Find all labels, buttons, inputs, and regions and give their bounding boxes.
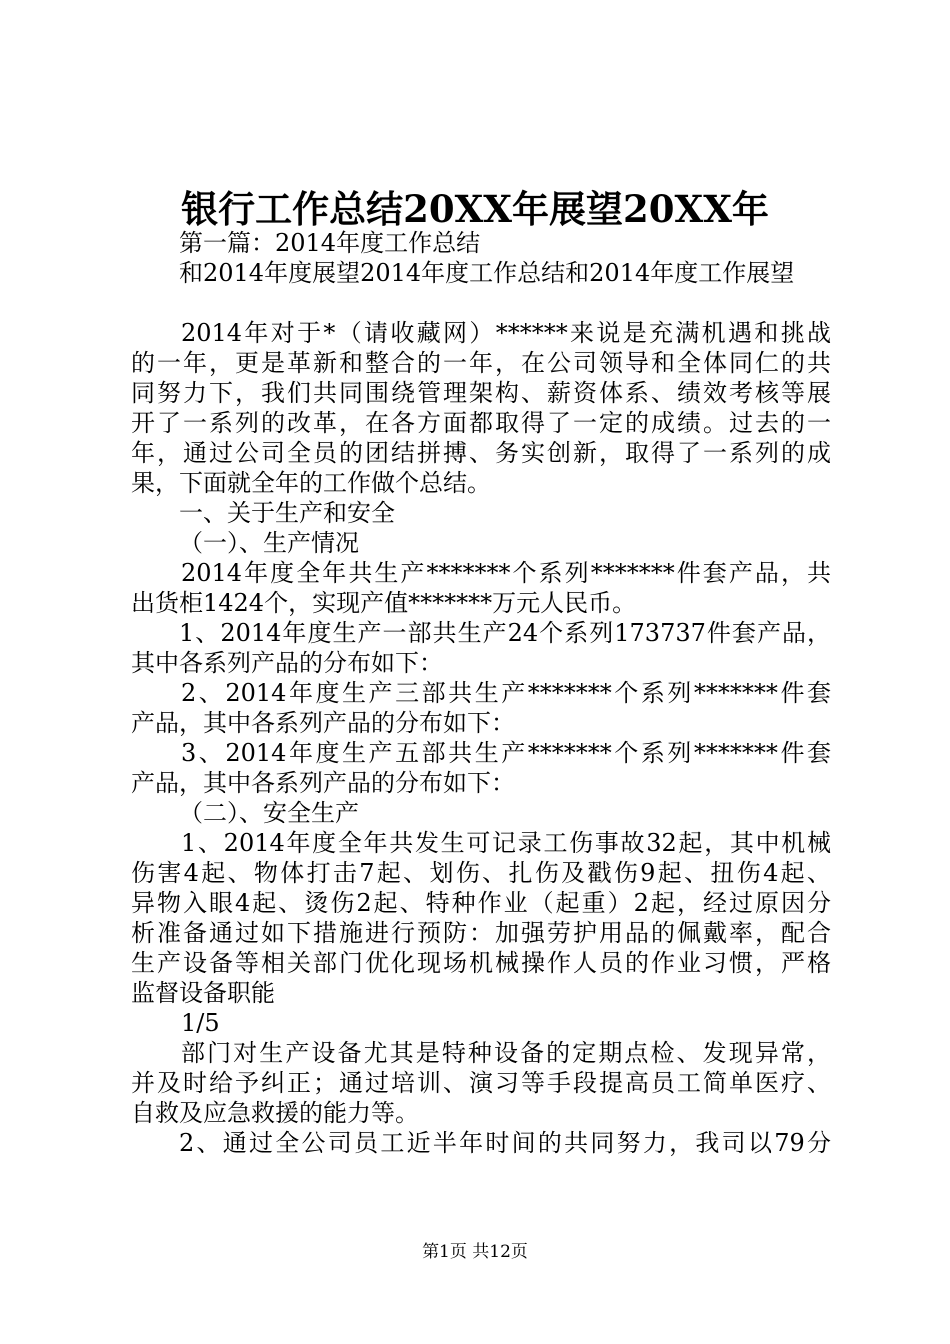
paragraph-line: 产品，其中各系列产品的分布如下： xyxy=(131,709,515,737)
paragraph-line: 其中各系列产品的分布如下： xyxy=(131,649,443,677)
page-number-footer: 第1页 共12页 xyxy=(422,1242,528,1262)
paragraph-line: 1、2014年度生产一部共生产24个系列173737件套产品， xyxy=(179,619,831,647)
paragraph-line: 产品，其中各系列产品的分布如下： xyxy=(131,769,515,797)
inline-page-marker: 1/5 xyxy=(181,1009,220,1037)
list-subheading: （一）、生产情况 xyxy=(179,529,359,557)
paragraph-line: 的一年，更是革新和整合的一年，在公司领导和全体同仁的共 xyxy=(131,349,831,377)
paragraph-line: 同努力下，我们共同围绕管理架构、薪资体系、绩效考核等展 xyxy=(131,379,831,407)
paragraph-line: 2014年度全年共生产*******个系列*******件套产品，共 xyxy=(181,559,831,587)
paragraph-line: 2014年对于*（请收藏网）******来说是充满机遇和挑战 xyxy=(181,319,831,347)
paragraph-line: 3、2014年度生产五部共生产*******个系列*******件套 xyxy=(181,739,831,767)
paragraph-line: 析准备通过如下措施进行预防：加强劳护用品的佩戴率，配合 xyxy=(131,919,831,947)
blank-line xyxy=(131,288,831,318)
document-title: 银行工作总结20XX年展望20XX年 xyxy=(181,187,769,231)
section-subheading: 和2014年度展望2014年度工作总结和2014年度工作展望 xyxy=(179,259,795,287)
paragraph-line: 并及时给予纠正；通过培训、演习等手段提高员工简单医疗、 xyxy=(131,1069,831,1097)
paragraph-line: 果，下面就全年的工作做个总结。 xyxy=(131,469,491,497)
paragraph-line: 开了一系列的改革，在各方面都取得了一定的成绩。过去的一 xyxy=(131,409,831,437)
paragraph-line: 部门对生产设备尤其是特种设备的定期点检、发现异常， xyxy=(181,1039,831,1067)
section-heading: 第一篇：2014年度工作总结 xyxy=(179,229,481,257)
document-body xyxy=(131,228,831,1158)
paragraph-line: 伤害4起、物体打击7起、划伤、扎伤及戳伤9起、扭伤4起、 xyxy=(131,859,831,887)
paragraph-line: 异物入眼4起、烫伤2起、特种作业（起重）2起，经过原因分 xyxy=(131,889,831,917)
paragraph-line: 自救及应急救援的能力等。 xyxy=(131,1099,419,1127)
paragraph-line: 年，通过公司全员的团结拼搏、务实创新，取得了一系列的成 xyxy=(131,439,831,467)
paragraph-line: 2、通过全公司员工近半年时间的共同努力，我司以79分 xyxy=(179,1129,831,1157)
paragraph-line: 2、2014年度生产三部共生产*******个系列*******件套 xyxy=(181,679,831,707)
paragraph-line: 监督设备职能 xyxy=(131,979,275,1007)
list-heading: 一、关于生产和安全 xyxy=(179,499,395,527)
list-subheading: （二）、安全生产 xyxy=(179,799,359,827)
paragraph-line: 1、2014年度全年共发生可记录工伤事故32起，其中机械 xyxy=(181,829,831,857)
paragraph-line: 生产设备等相关部门优化现场机械操作人员的作业习惯，严格 xyxy=(131,949,831,977)
paragraph-line: 出货柜1424个，实现产值*******万元人民币。 xyxy=(131,589,637,617)
